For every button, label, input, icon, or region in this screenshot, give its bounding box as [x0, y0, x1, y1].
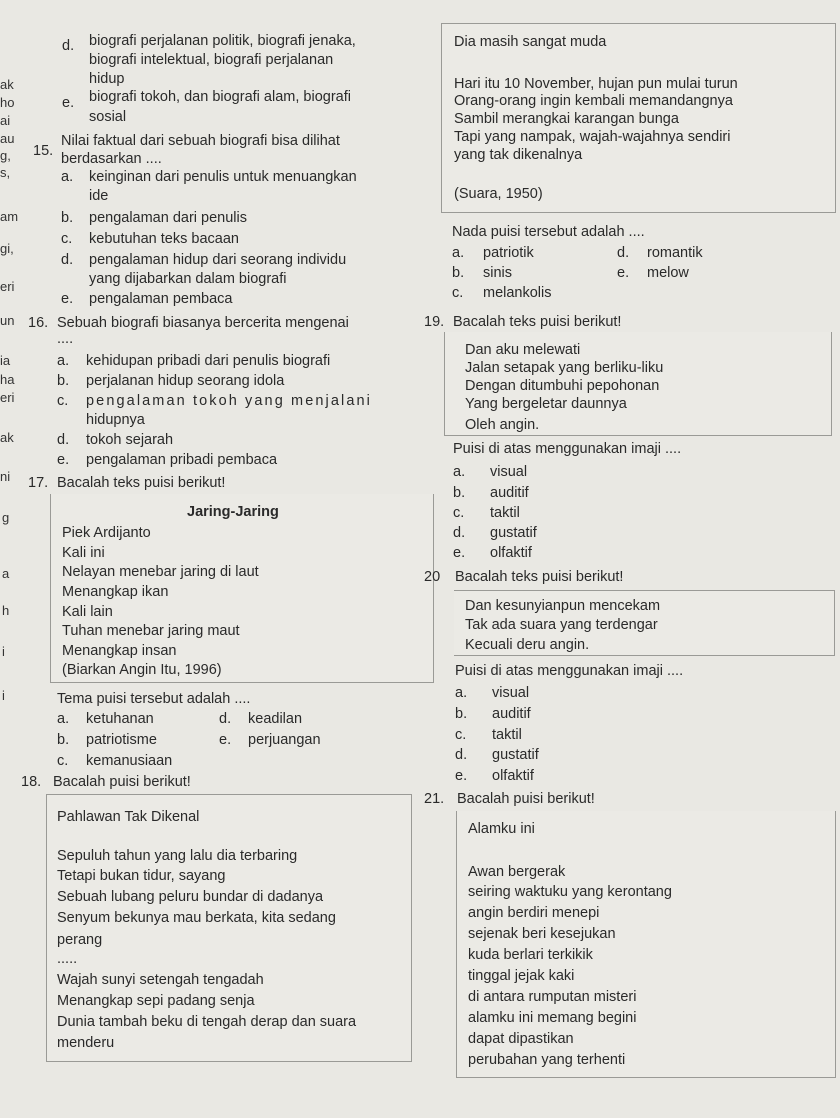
option-text: patriotik	[483, 245, 534, 261]
option-label: a.	[455, 685, 468, 701]
question-text: Tema puisi tersebut adalah ....	[57, 691, 251, 707]
margin-fragment: ai	[0, 113, 11, 128]
margin-fragment: au	[0, 131, 15, 146]
option-label: b.	[455, 706, 468, 722]
poem-line: angin berdiri menepi	[468, 905, 600, 921]
option-text: auditif	[490, 485, 529, 501]
question-stem: berdasarkan ....	[61, 151, 162, 167]
question-stem: Bacalah teks puisi berikut!	[455, 569, 624, 585]
option-text: biografi intelektual, biografi perjalanan	[89, 52, 334, 68]
option-label: d.	[617, 245, 630, 261]
option-label: d.	[455, 747, 468, 763]
question-number: 21.	[424, 791, 445, 807]
poem-box	[46, 794, 412, 1062]
option-label: d.	[453, 525, 466, 541]
margin-fragment: ak	[0, 430, 14, 445]
option-text: hidup	[89, 71, 125, 87]
poem-title: Alamku ini	[468, 821, 535, 837]
option-text: ide	[89, 188, 109, 204]
poem-line: dapat dipastikan	[468, 1031, 574, 1047]
poem-source: (Biarkan Angin Itu, 1996)	[62, 662, 222, 678]
margin-fragment: ho	[0, 95, 15, 110]
question-number: 20	[424, 569, 441, 585]
option-text: tokoh sejarah	[86, 432, 174, 448]
option-label: c.	[61, 231, 73, 247]
option-label: a.	[453, 464, 466, 480]
poem-line: Sepuluh tahun yang lalu dia terbaring	[57, 848, 298, 864]
poem-line: Sambil merangkai karangan bunga	[454, 111, 679, 127]
poem-line: Piek Ardijanto	[62, 525, 151, 541]
poem-line: Yang bergeletar daunnya	[465, 396, 627, 412]
margin-fragment: a	[2, 566, 10, 581]
margin-fragment: i	[2, 688, 5, 703]
option-label: c.	[453, 505, 465, 521]
option-text: melow	[647, 265, 689, 281]
poem-line: Dia masih sangat muda	[454, 34, 607, 50]
poem-line: Wajah sunyi setengah tengadah	[57, 972, 264, 988]
poem-line: perang	[57, 932, 103, 948]
poem-line: seiring waktuku yang kerontang	[468, 884, 672, 900]
option-label: c.	[452, 285, 464, 301]
option-label: a.	[452, 245, 465, 261]
poem-line: Jalan setapak yang berliku-liku	[465, 360, 664, 376]
question-stem: Sebuah biografi biasanya bercerita mengenai	[57, 315, 349, 331]
poem-line: Dan kesunyianpun mencekam	[465, 598, 661, 614]
margin-fragment: am	[0, 209, 19, 224]
poem-line: Sebuah lubang peluru bundar di dadanya	[57, 889, 324, 905]
margin-fragment: eri	[0, 390, 15, 405]
poem-line: Dengan ditumbuhi pepohonan	[465, 378, 660, 394]
option-text: sosial	[89, 109, 127, 125]
poem-line: perubahan yang terhenti	[468, 1052, 626, 1068]
poem-line: Hari itu 10 November, hujan pun mulai turun	[454, 76, 738, 92]
option-text: auditif	[492, 706, 531, 722]
margin-fragment: g	[2, 510, 10, 525]
poem-title: Pahlawan Tak Dikenal	[57, 809, 200, 825]
margin-fragment: eri	[0, 279, 15, 294]
option-text: kehidupan pribadi dari penulis biografi	[86, 353, 331, 369]
option-label: d.	[57, 432, 70, 448]
option-label: c.	[57, 393, 69, 409]
option-label: b.	[57, 373, 70, 389]
option-text: pengalaman pembaca	[89, 291, 233, 307]
option-label: e.	[62, 95, 75, 111]
option-label: a.	[61, 169, 74, 185]
option-text: perjuangan	[248, 732, 321, 748]
option-label: d.	[219, 711, 232, 727]
option-text: hidupnya	[86, 412, 145, 428]
option-text: pengalaman hidup dari seorang individu	[89, 252, 347, 268]
poem-box	[50, 494, 434, 683]
option-text: yang dijabarkan dalam biografi	[89, 271, 287, 287]
margin-fragment: ak	[0, 77, 14, 92]
option-label: a.	[57, 353, 70, 369]
option-text: biografi perjalanan politik, biografi jenaka,	[89, 33, 356, 49]
poem-line: Tuhan menebar jaring maut	[62, 623, 240, 639]
option-label: e.	[453, 545, 466, 561]
question-stem: ....	[57, 331, 74, 347]
option-label: b.	[452, 265, 465, 281]
option-label: e.	[219, 732, 232, 748]
question-number: 15.	[33, 143, 54, 159]
option-label: e.	[61, 291, 74, 307]
option-text: pengalaman pribadi pembaca	[86, 452, 278, 468]
poem-line: Tak ada suara yang terdengar	[465, 617, 658, 633]
poem-line: alamku ini memang begini	[468, 1010, 637, 1026]
question-stem: Bacalah teks puisi berikut!	[453, 314, 622, 330]
option-label: b.	[61, 210, 74, 226]
option-label: a.	[57, 711, 70, 727]
poem-line: menderu	[57, 1035, 115, 1051]
poem-line: kuda berlari terkikik	[468, 947, 593, 963]
option-label: e.	[617, 265, 630, 281]
question-stem: Bacalah puisi berikut!	[457, 791, 595, 807]
margin-fragment: s,	[0, 165, 11, 180]
option-text: taktil	[492, 727, 522, 743]
poem-line: Dan aku melewati	[465, 342, 581, 358]
poem-line: Kali lain	[62, 604, 113, 620]
option-label: b.	[57, 732, 70, 748]
option-text: visual	[490, 464, 528, 480]
poem-line: Dunia tambah beku di tengah derap dan suara	[57, 1014, 357, 1030]
option-text: gustatif	[490, 525, 537, 541]
poem-line: Menangkap sepi padang senja	[57, 993, 255, 1009]
poem-line: Tetapi bukan tidur, sayang	[57, 868, 226, 884]
option-label: e.	[57, 452, 70, 468]
question-number: 17.	[28, 475, 49, 491]
poem-line: Oleh angin.	[465, 417, 540, 433]
option-text: perjalanan hidup seorang idola	[86, 373, 285, 389]
question-number: 16.	[28, 315, 49, 331]
poem-line: Senyum bekunya mau berkata, kita sedang	[57, 910, 336, 926]
margin-fragment: gi,	[0, 241, 14, 256]
option-text: melankolis	[483, 285, 552, 301]
option-text: taktil	[490, 505, 520, 521]
option-text: romantik	[647, 245, 703, 261]
poem-line: sejenak beri kesejukan	[468, 926, 616, 942]
question-stem: Bacalah teks puisi berikut!	[57, 475, 226, 491]
question-text: Puisi di atas menggunakan imaji ....	[455, 663, 684, 679]
poem-box	[444, 332, 832, 436]
option-text: biografi tokoh, dan biografi alam, biografi	[89, 89, 351, 105]
option-text: ketuhanan	[86, 711, 154, 727]
option-text: pengalaman dari penulis	[89, 210, 247, 226]
option-text: pengalaman tokoh yang menjalani	[86, 393, 372, 409]
option-text: kemanusiaan	[86, 753, 173, 769]
question-text: Nada puisi tersebut adalah ....	[452, 224, 645, 240]
option-text: gustatif	[492, 747, 539, 763]
margin-fragment: h	[2, 603, 10, 618]
option-text: visual	[492, 685, 530, 701]
poem-line: di antara rumputan misteri	[468, 989, 637, 1005]
poem-line: Orang-orang ingin kembali memandangnya	[454, 93, 733, 109]
option-label: b.	[453, 485, 466, 501]
margin-fragment: i	[2, 644, 5, 659]
poem-line: Kecuali deru angin.	[465, 637, 590, 653]
question-text: Puisi di atas menggunakan imaji ....	[453, 441, 682, 457]
margin-fragment: ia	[0, 353, 11, 368]
option-text: sinis	[483, 265, 513, 281]
question-stem: Bacalah puisi berikut!	[53, 774, 191, 790]
margin-fragment: un	[0, 313, 15, 328]
option-text: keadilan	[248, 711, 303, 727]
option-text: patriotisme	[86, 732, 157, 748]
poem-line: Awan bergerak	[468, 864, 566, 880]
option-label: e.	[455, 768, 468, 784]
option-text: kebutuhan teks bacaan	[89, 231, 239, 247]
option-label: d.	[61, 252, 74, 268]
poem-line: tinggal jejak kaki	[468, 968, 575, 984]
margin-fragment: ni	[0, 469, 11, 484]
poem-line: Menangkap insan	[62, 643, 177, 659]
poem-box-top	[441, 23, 836, 213]
poem-title: Jaring-Jaring	[187, 504, 279, 520]
question-number: 19.	[424, 314, 445, 330]
poem-line: yang tak dikenalnya	[454, 147, 583, 163]
option-label: d.	[62, 38, 75, 54]
option-label: c.	[57, 753, 69, 769]
option-text: olfaktif	[490, 545, 532, 561]
poem-line: Kali ini	[62, 545, 105, 561]
poem-line: .....	[57, 951, 78, 967]
option-text: olfaktif	[492, 768, 534, 784]
option-text: keinginan dari penulis untuk menuangkan	[89, 169, 357, 185]
question-stem: Nilai faktual dari sebuah biografi bisa dilihat	[61, 133, 340, 149]
poem-box	[456, 811, 836, 1078]
margin-fragment: ha	[0, 372, 15, 387]
poem-box	[454, 590, 835, 656]
poem-source: (Suara, 1950)	[454, 186, 543, 202]
poem-line: Menangkap ikan	[62, 584, 169, 600]
poem-line: Nelayan menebar jaring di laut	[62, 564, 259, 580]
question-number: 18.	[21, 774, 42, 790]
poem-line: Tapi yang nampak, wajah-wajahnya sendiri	[454, 129, 731, 145]
margin-fragment: g,	[0, 148, 11, 163]
option-label: c.	[455, 727, 467, 743]
